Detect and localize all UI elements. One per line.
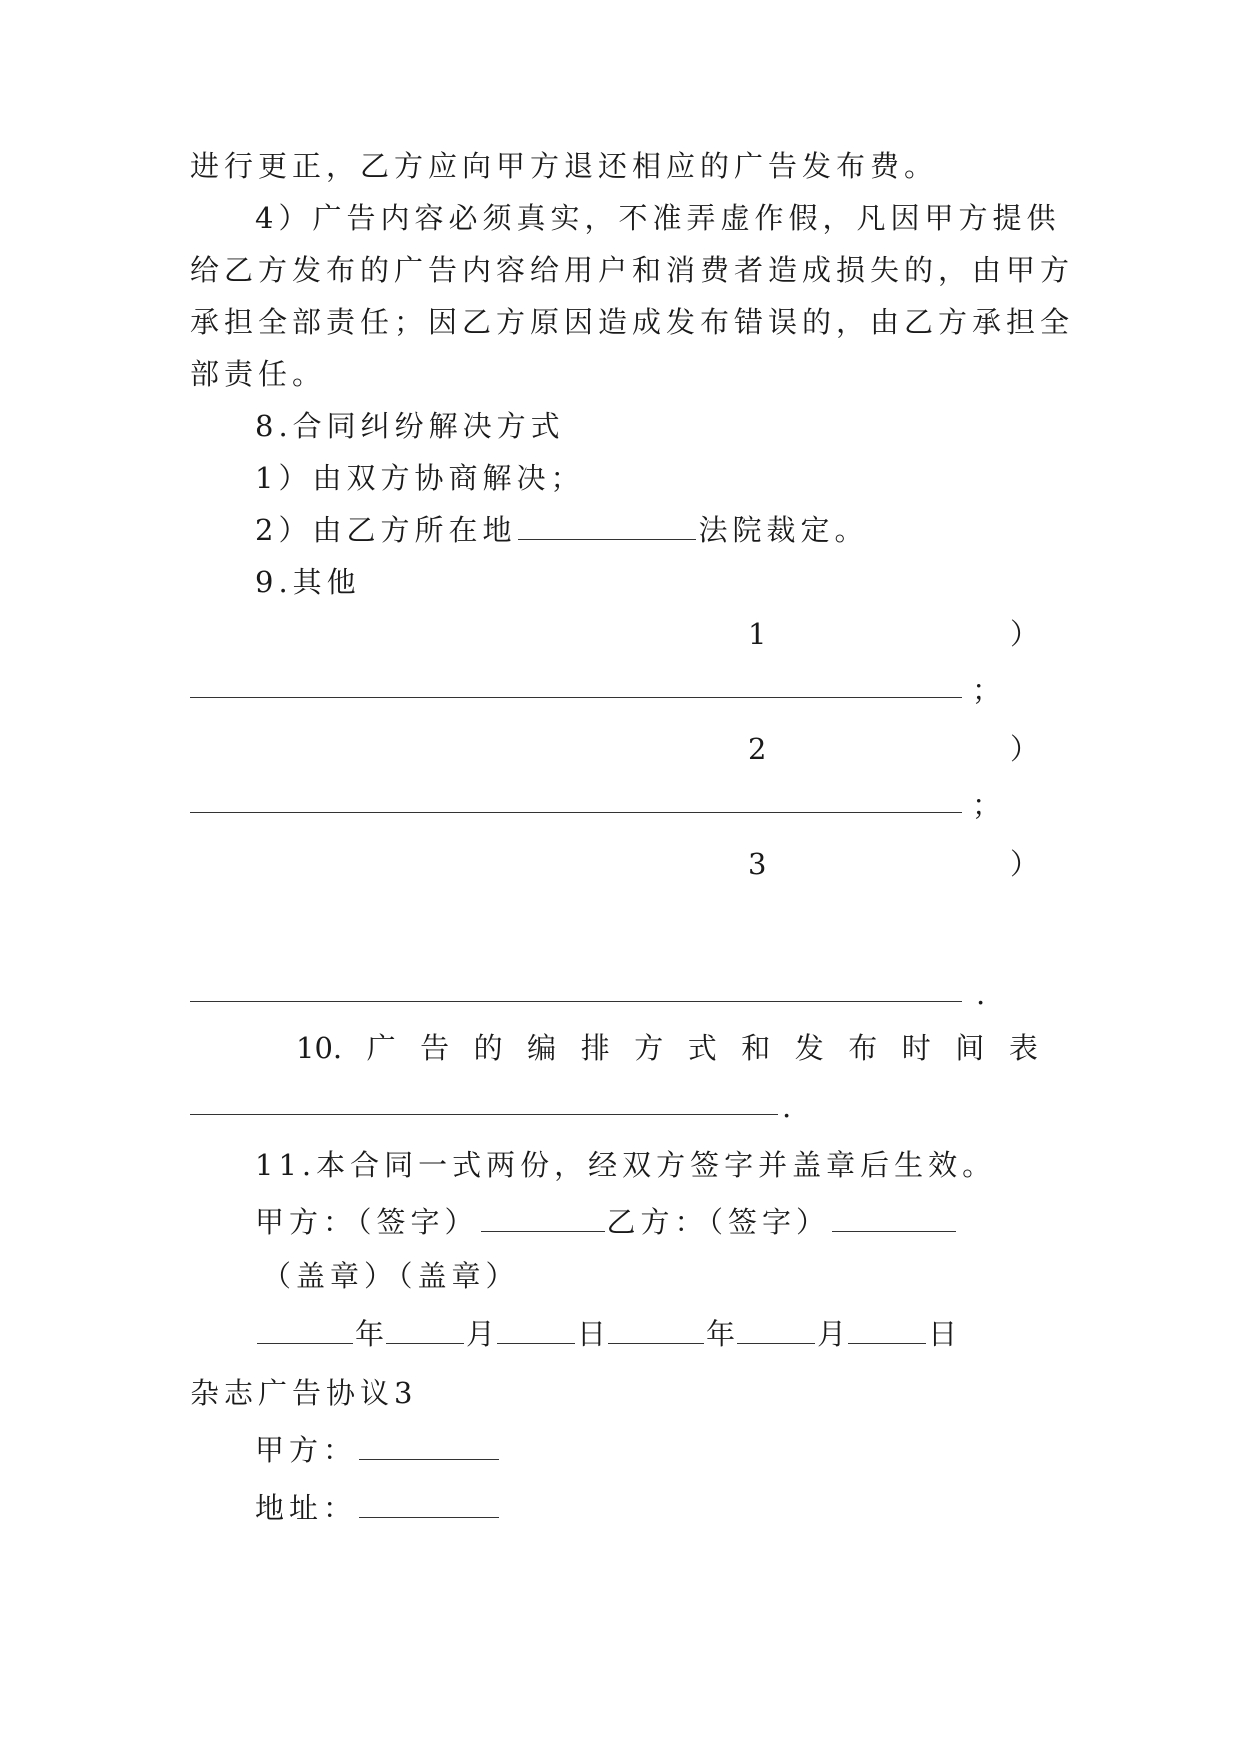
month-label: 月 [817,1317,847,1351]
month-a-blank[interactable] [386,1317,464,1344]
other-item-1-end: ； [972,673,1002,707]
other-item-3-blank[interactable] [190,1001,962,1002]
s10-char: 排 [580,1031,610,1065]
other-item-2-number: 2 [748,732,767,766]
address-label: 地址： [255,1491,358,1525]
address-blank[interactable] [359,1491,499,1518]
section-10-blank[interactable] [190,1114,778,1115]
seal-line: （盖章）（盖章） [262,1259,520,1293]
year-a-blank[interactable] [257,1317,353,1344]
party-a-blank[interactable] [359,1433,499,1460]
s10-char: 时 [901,1031,931,1065]
clause-4-line-3: 承担全部责任；因乙方原因造成发布错误的，由乙方承担全 [190,305,1075,339]
party-a-sign-label: 甲方：（签字） [255,1205,479,1239]
clause-4-line-4: 部责任。 [190,357,327,391]
month-label: 月 [466,1317,496,1351]
s10-char: 方 [634,1031,664,1065]
s10-char: 编 [527,1031,557,1065]
signature-line [255,1202,1050,1242]
other-item-2-end: ； [972,788,1002,822]
s10-char: 10. [296,1031,343,1065]
other-item-1-number: 1 [748,617,767,651]
s10-char: 和 [741,1031,771,1065]
agreement-3-party-a [255,1430,1050,1470]
s10-char: 的 [473,1031,503,1065]
party-b-sign-blank[interactable] [832,1205,956,1232]
day-label: 日 [928,1317,958,1351]
other-item-2-paren: ） [1010,732,1040,766]
agreement-3-address [255,1488,1050,1528]
party-b-sign-label: 乙方：（签字） [606,1205,831,1239]
s10-char: 告 [420,1031,450,1065]
agreement-3-title: 杂志广告协议3 [190,1376,418,1410]
s10-char: 间 [955,1031,985,1065]
other-item-1-paren: ） [1010,617,1040,651]
section-11: 11.本合同一式两份，经双方签字并盖章后生效。 [255,1148,997,1182]
party-a-label: 甲方： [255,1433,358,1467]
clause-4-line-2: 给乙方发布的广告内容给用户和消费者造成损失的，由甲方 [190,253,1075,287]
clause-4-line-1: 4）广告内容必须真实，不准弄虚作假，凡因甲方提供 [255,201,1061,235]
party-a-sign-blank[interactable] [481,1205,605,1232]
other-item-3-end: . [976,977,986,1011]
date-line [255,1314,1050,1354]
section-8-item-2 [255,510,1050,550]
section-9-heading: 9.其他 [255,565,361,599]
other-item-3-paren: ） [1010,847,1040,881]
s10-char: 表 [1008,1031,1038,1065]
year-b-blank[interactable] [608,1317,704,1344]
year-label: 年 [355,1317,385,1351]
other-item-1-blank[interactable] [190,697,962,698]
court-prefix: 2）由乙方所在地 [255,513,517,547]
other-item-2-blank[interactable] [190,812,962,813]
s10-char: 布 [848,1031,878,1065]
day-label: 日 [577,1317,607,1351]
s10-char: 发 [794,1031,824,1065]
day-a-blank[interactable] [497,1317,575,1344]
other-item-3-number: 3 [748,847,767,881]
paragraph-continuation: 进行更正，乙方应向甲方退还相应的广告发布费。 [190,149,939,183]
s10-char: 广 [366,1031,396,1065]
court-location-blank[interactable] [518,513,696,540]
month-b-blank[interactable] [737,1317,815,1344]
year-label: 年 [706,1317,736,1351]
day-b-blank[interactable] [848,1317,926,1344]
section-8-heading: 8.合同纠纷解决方式 [255,409,565,443]
s10-char: 式 [687,1031,717,1065]
section-10-heading [296,1028,1038,1068]
section-10-end: . [782,1090,792,1124]
section-8-item-1: 1）由双方协商解决； [255,461,585,495]
court-suffix: 法院裁定。 [698,513,869,547]
